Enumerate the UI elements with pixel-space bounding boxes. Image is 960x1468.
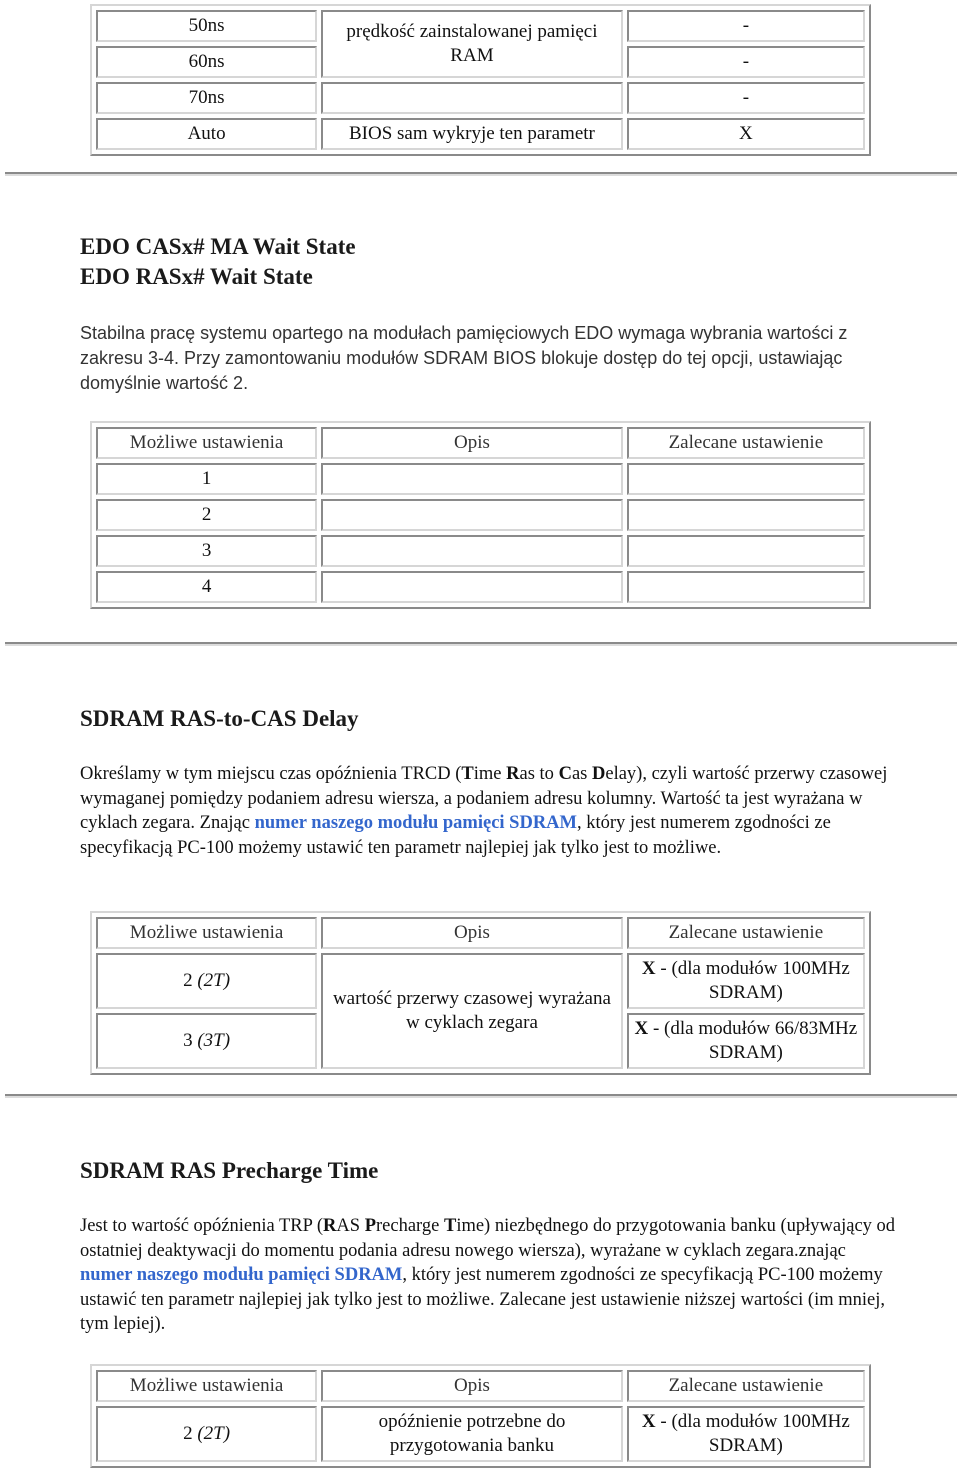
- memory-speed-table: [90, 4, 871, 156]
- section-title-ras-precharge: SDRAM RAS Precharge Time: [80, 1158, 379, 1183]
- table-header: Możliwe ustawienia: [96, 427, 317, 459]
- table-cell: X: [627, 118, 865, 150]
- table-cell: X - (dla modułów 100MHz SDRAM): [627, 953, 865, 1009]
- table-cell: Auto: [96, 118, 317, 150]
- horizontal-divider: [5, 172, 957, 176]
- table-cell: -: [627, 82, 865, 114]
- table-cell-empty: [627, 571, 865, 603]
- table-cell: 3: [96, 535, 317, 567]
- ras-to-cas-table: [90, 911, 871, 1075]
- table-cell-empty: [627, 463, 865, 495]
- table-cell-empty: [627, 499, 865, 531]
- table-cell-empty: [321, 463, 623, 495]
- table-cell: 50ns: [96, 10, 317, 42]
- table-cell: X - (dla modułów 66/83MHz SDRAM): [627, 1013, 865, 1069]
- horizontal-divider: [5, 642, 957, 646]
- table-cell-merged-opis: wartość przerwy czasowej wyrażana w cyklach zegara: [321, 953, 623, 1069]
- edo-wait-state-table: [90, 421, 871, 609]
- table-cell-empty: [627, 535, 865, 567]
- table-header: Zalecane ustawienie: [627, 917, 865, 949]
- table-cell: 2: [96, 499, 317, 531]
- sdram-module-link[interactable]: numer naszego modułu pamięci SDRAM: [254, 813, 577, 833]
- table-cell: 2 (2T): [96, 1406, 317, 1462]
- table-header: Opis: [321, 1370, 623, 1402]
- table-cell: opóźnienie potrzebne do przygotowania banku: [321, 1406, 623, 1462]
- table-header: Zalecane ustawienie: [627, 427, 865, 459]
- ras-precharge-table: [90, 1364, 871, 1468]
- horizontal-divider: [5, 1094, 957, 1098]
- table-cell: 1: [96, 463, 317, 495]
- table-cell-merged-opis: prędkość zainstalowanej pamięci RAM: [321, 10, 623, 78]
- table-cell: 2 (2T): [96, 953, 317, 1009]
- table-cell: 4: [96, 571, 317, 603]
- table-header: Możliwe ustawienia: [96, 917, 317, 949]
- table-header: Opis: [321, 427, 623, 459]
- table-cell: -: [627, 10, 865, 42]
- table-cell: BIOS sam wykryje ten parametr: [321, 118, 623, 150]
- section-title-edo-ras: EDO RASx# Wait State: [80, 264, 313, 289]
- table-cell: -: [627, 46, 865, 78]
- table-cell-empty: [321, 535, 623, 567]
- table-cell: 60ns: [96, 46, 317, 78]
- table-cell-empty: [321, 499, 623, 531]
- section-title-ras-to-cas: SDRAM RAS-to-CAS Delay: [80, 706, 359, 731]
- table-cell-empty: [321, 571, 623, 603]
- table-cell-empty: [321, 82, 623, 114]
- section-paragraph: Stabilna pracę systemu opartego na modułach pamięciowych EDO wymaga wybrania wartości z zakresu 3-4. Przy zamontowaniu modułów SDRAM BIOS blokuje dostęp do tej opcji, ustawiając domyślnie wartość 2.: [80, 323, 848, 393]
- table-cell: 3 (3T): [96, 1013, 317, 1069]
- table-header: Opis: [321, 917, 623, 949]
- sdram-module-link[interactable]: numer naszego modułu pamięci SDRAM: [80, 1265, 403, 1285]
- table-header: Możliwe ustawienia: [96, 1370, 317, 1402]
- table-header: Zalecane ustawienie: [627, 1370, 865, 1402]
- section-paragraph: Określamy w tym miejscu czas opóźnienia TRCD (Time Ras to Cas Delay), czyli wartość przerwy czasowej wymaganej pomiędzy podaniem adresu wiersza, a podaniem adresu kolumny. Wartość ta jest wyrażana w cyklach zegara. Znając numer naszego modułu pamięci SDRAM, który jest numerem zgodności ze specyfikacją PC-100 możemy ustawić ten parametr najlepiej jak tylko jest to możliwe.: [80, 764, 888, 858]
- table-cell: X - (dla modułów 100MHz SDRAM): [627, 1406, 865, 1462]
- section-paragraph: Jest to wartość opóźnienia TRP (RAS Precharge Time) niezbędnego do przygotowania banku (upływający od ostatniej deaktywacji do momentu podania adresu nowego wiersza), wyrażane w cyklach zegara.znając numer naszego modułu pamięci SDRAM, który jest numerem zgodności ze specyfikacją PC-100 możemy ustawić ten parametr najlepiej jak tylko jest to możliwe. Zalecane jest ustawienie niższej wartości (im mniej, tym lepiej).: [80, 1216, 896, 1334]
- section-title-edo-cas: EDO CASx# MA Wait State: [80, 234, 356, 259]
- table-cell: 70ns: [96, 82, 317, 114]
